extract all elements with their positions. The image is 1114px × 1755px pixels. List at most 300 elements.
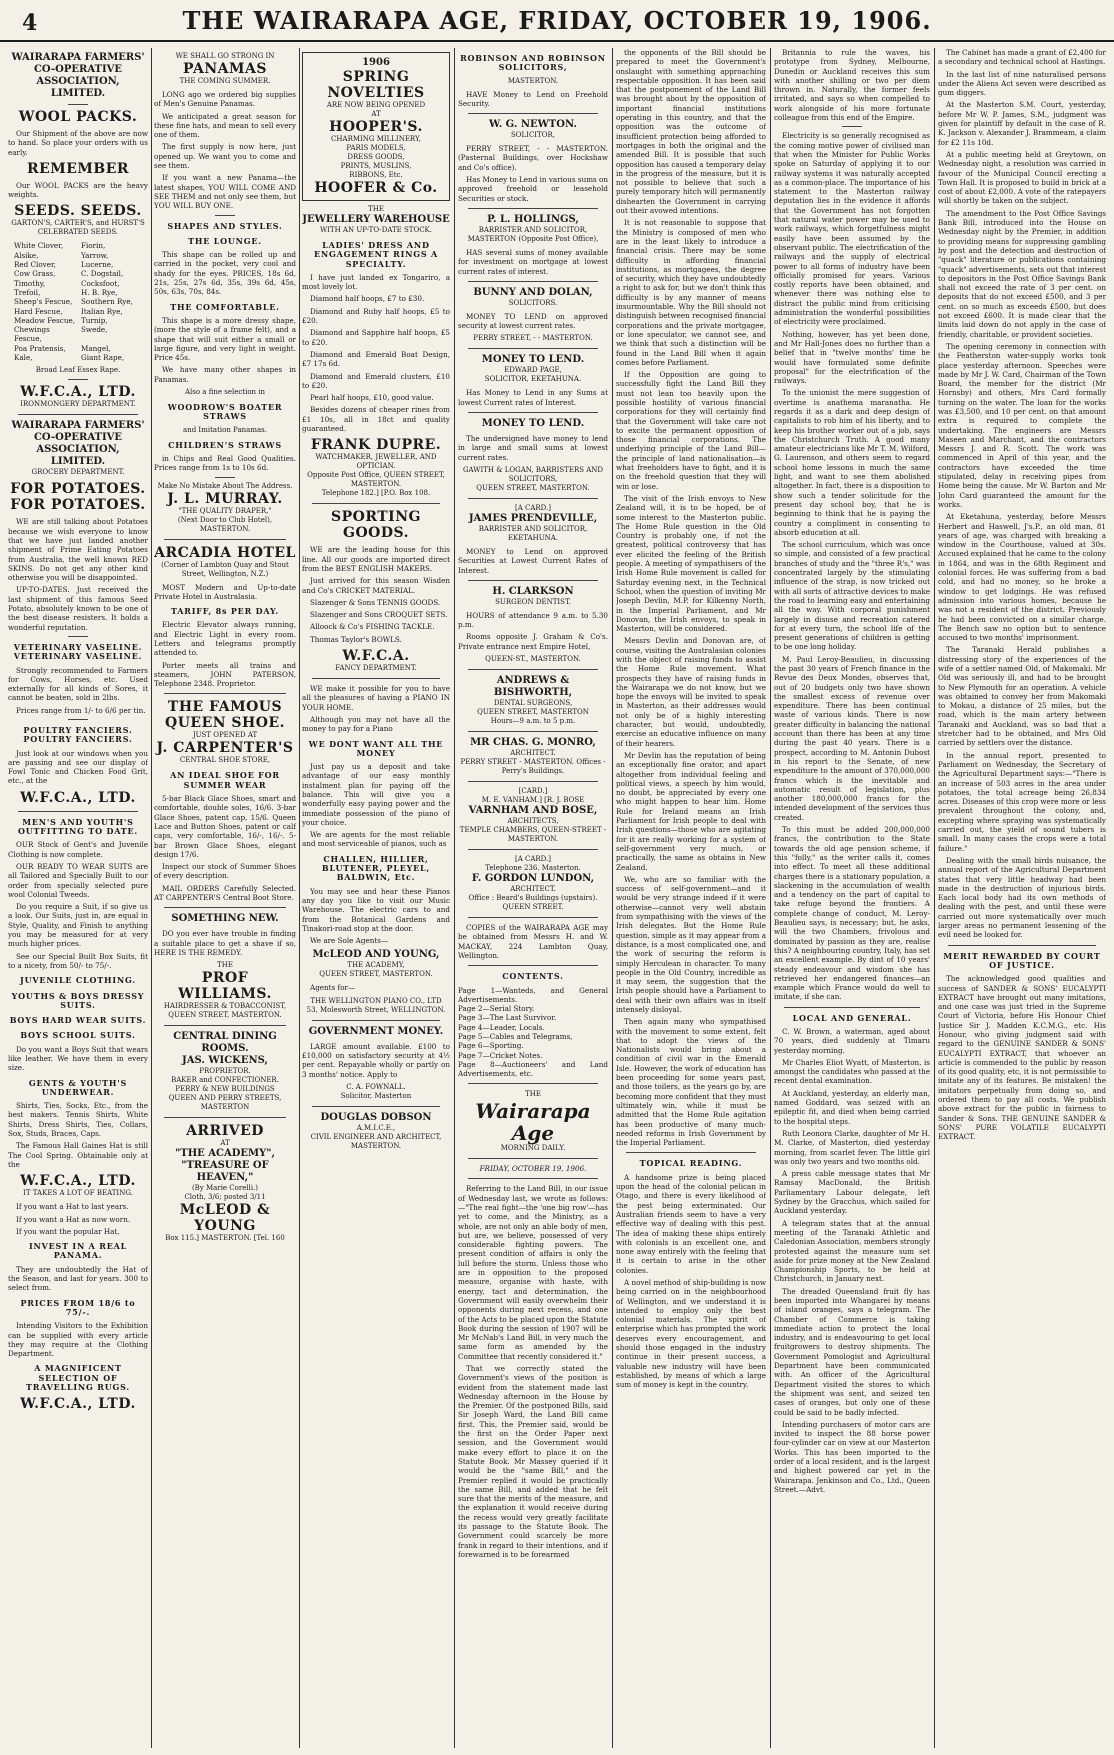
seed-item: Lucerne, <box>81 260 114 270</box>
seed-item: Trefoil, <box>14 287 41 297</box>
card-heading: P. L. HOLLINGS, <box>487 213 579 225</box>
sporting-item: Slazenger & Sons TENNIS GOODS. <box>310 597 441 607</box>
advert-text: I have just landed ex Tongariro, a most lovely lot. <box>302 272 450 292</box>
news-paragraph: Dealing with the small birds nuisance, the annual report of the Agricultural Department states that very little headway had been made in the destruction of injurious birds. Each local body had its own methods of dealing with the pest, and until these were carried out more systematically over much larger areas no permanent lessening of the evil need be looked for. <box>938 855 1106 940</box>
advert-text: Our WOOL PACKS are the heavy weights. <box>8 180 148 200</box>
article-paragraph: A novel method of ship-building is now being carried on in the neighbourhood of Wellington, and we understand it is intended to employ only the best colonial materials. The spirit of enterprise which has prompted the work deserves every encouragement, and should those engaged in the industry continue in their present success, a valuable new industry will have been established, by means of which a large sum of money is kept in the country. <box>616 1278 766 1390</box>
article-paragraph: Then again many who sympathised with the movement to some extent, felt that to adopt the views of the Nationalists would bring about a condition of civil war in the Emerald Isle. However, the work of education has been proceeding for some years past, and those toilers, as the years go by, are becoming more confident that they must ultimately win, while it must be admitted that the Home Rule agitation has been productive of many much-needed reforms in Irish Government by the Imperial Parliament. <box>616 1017 766 1148</box>
advert-subheading: INVEST IN A REAL PANAMA. <box>28 1241 128 1261</box>
ring-item: Diamond and Ruby half hoops, £5 to £20. <box>302 306 450 326</box>
nameplate-the: THE <box>525 1090 541 1099</box>
news-paragraph: Intending purchasers of motor cars are invited to inspect the 88 horse power four-cylinder car on view at our Masterton Works. This has been imported to the order of a local resident, and is the largest and highest powered car yet in the Wairarapa. Jenkinson and Co., Ltd., Queen Street.—Advt. <box>774 1419 930 1494</box>
advert-text: Besides dozens of cheaper rines from £1 10s, all in 18ct and quality guaranteed. <box>302 405 450 434</box>
advert-heading: WOOL PACKS. <box>18 109 138 125</box>
card-text: BARRISTER AND SOLICITOR, <box>478 524 588 533</box>
article-paragraph: It is not reasonable to suppose that the Ministry is composed of men who are in the least likely to introduce a financial crisis. There may be some difficulty in affording financial institutions, as mortgagees, the degree of security, which they have undoubtedly a right to ask for, but we don't think this difficulty is by any manner of means insurmountable. Why the Bill should not distinguish between recognised financial corporations and the private mortgagee, or lone speculator, we cannot see, and we think that such a distinction will be found in the Land Bill when it again comes before Parliament. <box>616 218 766 367</box>
advert-text: QUEEN STREET, MASTERTON. <box>319 970 433 979</box>
advert-text: PERRY & NEW BUILDINGS <box>175 1085 275 1094</box>
advert-heading: "THE ACADEMY", <box>175 1148 275 1160</box>
advert-text: GARTON'S, CARTER'S, and HURST'S CELEBRATED SEEDS. <box>11 219 145 237</box>
column-1 <box>8 48 148 1748</box>
advert-wfca-wool <box>8 52 148 125</box>
seed-item: Chewings Fescue, <box>14 325 50 344</box>
card-heading: MONEY TO LEND. <box>481 418 585 430</box>
column-rule <box>151 48 152 1748</box>
hooper-items <box>303 135 449 180</box>
advert-heading: REMEMBER <box>26 160 130 177</box>
newspaper-title: THE WAIRARAPA AGE, FRIDAY, OCTOBER 19, 1906. <box>182 6 932 35</box>
column-3 <box>302 48 450 1748</box>
card-text: HAS several sums of money available for investment on mortgage at lowest current rates of interest. <box>458 247 608 276</box>
hooper-item: RIBBONS, Etc. <box>349 171 403 179</box>
seed-item: Sheep's Fescue, <box>14 297 73 307</box>
card-text: DENTAL SURGEONS, <box>493 699 573 708</box>
advert-text: Just pay us a deposit and take advantage of our easy monthly instalment plan for paying off the balance. This will give you a wonderfully easy paying power and the immediate possession of the piano of your choice. <box>302 762 450 827</box>
advert-text: C. A. FOWNALL. <box>346 1082 406 1091</box>
seed-item: Italian Rye, <box>81 306 123 316</box>
seed-list <box>8 241 148 362</box>
advert-heading: HOOFER & Co. <box>314 180 438 196</box>
advert-text: We are Sole Agents— <box>310 936 389 946</box>
advert-subheading: BOYS HARD WEAR SUITS. <box>9 1015 147 1026</box>
advert-text: If you want a Hat as now worn. <box>16 1214 131 1224</box>
advert-heading: W.F.C.A., LTD. <box>20 1173 136 1190</box>
advert-heading: PANAMAS <box>183 61 267 77</box>
advert-text: A.M.I.C.E., <box>356 1123 396 1132</box>
contents-item: Page 4—Leader, Locals. <box>458 1022 545 1032</box>
card-text: QUEEN STREET, MASTERTON <box>477 708 589 717</box>
advert-heading: WAIRARAPA FARMERS' CO-OPERATIVE ASSOCIATION, LIMITED. <box>11 420 145 468</box>
advert-text: BAKER and CONFECTIONER. <box>171 1076 279 1085</box>
advert-heading: J. L. MURRAY. <box>167 490 283 507</box>
news-paragraph: The dreaded Queensland fruit fly has been imported into Whangarei by means of island oranges, says a telegram. The Chamber of Commerce is taking immediate action to protect the local industry, and is endeavouring to get local fruitgrowers to destroy shipments. The Government Pomologist and Agricultural Department have been communicated with. An officer of the Agricultural Department visited the stores to which the shipment was sent, and seized ten cases of oranges, but only one of these could be said to be badly infected. <box>774 1286 930 1417</box>
news-paragraph: A press cable message states that Mr Ramsay MacDonald, the British Parliamentary Labour delegate, left Sydney by the Gracchus, which sailed for Auckland yesterday. <box>774 1169 930 1216</box>
seed-item: Southern Rye, <box>81 297 133 307</box>
article-paragraph: We, who are so familiar with the success of self-government—and it would be very strange indeed if it were otherwise—cannot very well abstain from sympathising with the views of the Irish delegates. But the Home Rule question, simple as it may appear from a distance, is a most complicated one, and the work of securing the reform is simply Herculean in character. To many people in the Old Country, incredible as it may seem, the suggestion that the Irish people should have a Parliament to deal with their own affairs was in itself intensely disloyal. <box>616 874 766 1014</box>
advert-text: The first supply is now here, just opened up. We want you to come and see them. <box>154 142 296 171</box>
card-text: Office : Beard's Buildings (upstairs). QUEEN STREET. <box>468 894 598 912</box>
advert-subheading: CHALLEN, HILLIER, BLUTENER, PLEYEL, BALDWIN, Etc. <box>321 853 431 883</box>
card-heading: W. G. NEWTON. <box>489 119 577 131</box>
advert-text: QUEEN STREET, MASTERTON. <box>168 1011 282 1020</box>
advert-text: Box 115.] MASTERTON. [Tel. 160 <box>165 1234 285 1243</box>
advert-text: Broad Leaf Essex Rape. <box>35 366 121 375</box>
column-6 <box>774 48 930 1748</box>
sporting-item: Thomas Taylor's BOWLS. <box>310 634 402 644</box>
advert-text: If you want a Hat to last years. <box>16 1202 129 1212</box>
card-text: COPIES of the WAIRARAPA AGE may be obtained from Messrs H. and W. MACKAY, 224 Lambton Quay, Wellington. <box>458 923 608 960</box>
column-rule <box>612 48 613 1748</box>
news-paragraph: The amendment to the Post Office Savings Bank Bill, introduced into the House on Wednesday night by the Premier, in addition to providing means for suppressing gambling by post and the detection and destruction of "quack" literature or publications containing "quack" advertisements, sets out that interest to depositors in the Post Office Savings Bank shall not exceed the rate of 3 per cent. on deposits that do not exceed £500, and 3 per cent. on so much as exceeds £500, but does not exceed £600. It is made clear that the limits laid down do not apply in the case of friendly, charitable, or provident societies. <box>938 208 1106 339</box>
advert-heading: CENTRAL DINING ROOMS. <box>173 1031 277 1055</box>
contents-item: Page 1—Wanteds, and General Advertisements. <box>458 985 608 1004</box>
card-heading: F. GORDON LUNDON, <box>471 873 595 885</box>
seed-item: White Clover, <box>14 241 64 251</box>
advert-text: HAIRDRESSER & TOBACCONIST, <box>163 1002 287 1011</box>
article-paragraph: That we correctly stated the Government's views of the position is evident from the statement made last Wednesday afternoon in the House by the Premier. Of the postponed Bills, said Sir Joseph Ward, the Land Bill came first. This, the Premier said, would be the first on the Order Paper next session, and the Government would make every effort to place it on the Statute Book. Mr Massey queried if it would be the "same Bill," and the Premier replied it would be practically the same Bill, and added that he felt sure that the merits of the measure, and the explanation it would receive during the recess would very greatly facilitate its passage to the Statute Book. The Government could scarcely be more frank in regard to their intentions, and if forewarned is to be forearmed <box>458 1364 608 1559</box>
advert-text: Intending Visitors to the Exhibition can be supplied with every article they may require at the Clothing Department. <box>8 1321 148 1359</box>
advert-text: 5-bar Black Glace Shoes, smart and comfortable, double soles, 16/6. 3-bar Glace Shoes, patent cap, 15/6. Queen Lace and Button Shoes, patent or calf caps, very comfortable, 16/-, 16/-. 5-bar Brown Glace Shoes, elegant design 17/6. <box>154 794 296 859</box>
advert-text: THE WELLINGTON PIANO CO., LTD <box>310 996 442 1005</box>
advert-subheading: JUVENILE CLOTHING. <box>20 975 136 986</box>
contents-item: Page 2—Serial Story. <box>458 1004 535 1014</box>
seed-item: Yarrow, <box>81 250 109 260</box>
advert-text: (Corner of Lambton Quay and Stout Street, Wellington, N.Z.) <box>161 560 289 578</box>
news-paragraph: Mr Charles Eliot Wyatt, of Masterton, is amongst the candidates who passed at the recent dental examination. <box>774 1057 930 1086</box>
card-text: QUEEN STREET, MASTERTON. <box>476 483 590 492</box>
advert-text: LARGE amount available. £100 to £10,000 on satisfactory security at 4½ per cent. Repayable wholly or partly on 3 months' notice. Apply to <box>302 1041 450 1079</box>
article-paragraph: A handsome prize is being placed upon the head of the colonial pelican in Otago, and there is every likelihood of the pest being exterminated. Our Australian friends seem to have a very effective way of dealing with this pest. The idea of making these ships entirely with colonials is an excellent one, and none away entirely with the feeling that it is certain to arise in the other colonies. <box>616 1172 766 1275</box>
advert-text: THE <box>217 961 233 970</box>
editorial-notes <box>774 131 930 1001</box>
card-text: [CARD.] <box>518 787 548 796</box>
advert-subheading: A MAGNIFICENT SELECTION OF TRAVELLING RUGS. <box>26 1363 130 1393</box>
card-text: HOURS of attendance 9 a.m. to 5.30 p.m. <box>458 610 608 630</box>
advert-heading: "TREASURE OF HEAVEN," <box>181 1160 269 1184</box>
advert-heading: 1906 <box>362 57 390 68</box>
advert-subheading: VETERINARY VASELINE. VETERINARY VASELINE. <box>13 641 143 662</box>
article-paragraph: If the Opposition are going to successfully fight the Land Bill they must not lean too heavily upon the possible hostility of various financial corporations for they will certainly find that the Government will take care not to excite the permanent opposition of those financial corporations. The underlying principle of the Land Bill—the principle of land nationalisation—is what freeholders have to fight, and it is on the freehold question that they will win or lose. <box>616 370 766 491</box>
card-text: PERRY STREET - MASTERTON. Offices - Perry's Buildings. <box>460 758 606 776</box>
advert-text: If you want the popular Hat, <box>16 1226 120 1236</box>
advert-text: If you want a new Panama—the latest shapes, YOU WILL COME AND SEE THEM and not only see them, but YOU WILL BUY ONE. <box>154 173 296 211</box>
card-heading: ANDREWS & BISHWORTH, <box>493 675 573 699</box>
seed-item: Cow Grass, <box>14 269 56 279</box>
card-heading: MONEY TO LEND. <box>481 354 585 366</box>
seed-item: Mangel, <box>81 343 111 353</box>
advert-text: Make No Mistake About The Address. <box>157 481 293 490</box>
card-text: EDWARD PAGE, <box>504 366 562 375</box>
nameplate-subtitle: MORNING DAILY. <box>500 1143 566 1152</box>
advert-text: GROCERY DEPARTMENT. <box>31 468 125 477</box>
advert-subheading: CHILDREN'S STRAWS <box>168 439 282 450</box>
news-paragraph: At Auckland, yesterday, an elderly man, named Goddard, was seized with an epileptic fit, and died when being carried to the hospital steps. <box>774 1088 930 1126</box>
advert-text: MASTERTON. <box>350 1141 402 1150</box>
card-text: PERRY STREET, - - MASTERTON. <box>473 334 593 343</box>
card-text: QUEEN-ST., MASTERTON. <box>485 655 581 664</box>
advert-text: AT <box>220 1139 230 1148</box>
hooper-item: DRESS GOODS, <box>347 153 405 161</box>
article-paragraph: Nothing, however, has yet been done, and Mr Hall-Jones does no further than a belief that in "twelve months' time he would have formulated some definite proposal" for the electrification of the railways. <box>774 329 930 386</box>
card-text: M. E. VANHAM.] [R. J. BOSE <box>481 796 585 805</box>
seed-item: Swede, <box>81 325 108 335</box>
card-text: [A CARD.] <box>514 503 551 512</box>
advert-text: Solicitor, Masterton <box>340 1091 412 1100</box>
advert-heading: PROF WILLIAMS. <box>178 970 272 1003</box>
local-and-general <box>774 1027 930 1494</box>
article-paragraph: The visit of the Irish envoys to New Zealand will, it is to be hoped, be of some interest to the Masterton public. The Home Rule question in the Old Country is probably one, if not the greatest, political controversy that has ever elicited the feeling of the British people. A meeting of sympathisers of the Irish Home Rule movement is called for Saturday evening next, in the Technical School, when the question of inviting Mr Joseph Devlin, M.P. for Kilkenny North, in the Imperial Parliament, and Mr Donovan, the Irish envoys, to speak in Masterton, will be considered. <box>616 493 766 634</box>
contents-item: Page 3—The Last Survivor. <box>458 1013 557 1023</box>
article-paragraph: Mr Devlin has the reputation of being an exceptionally fine orator, and apart altogether from individual feeling and political views, a speech by him would, no doubt, be appreciated by every one who might happen to hear him. Home Rule for Ireland means an Irish Parliament for Irish people to deal with Irish questions—those who are agitating for it are really working for a system of self-government very much, or practically, the same as obtains in New Zealand. <box>616 750 766 872</box>
advert-text: WATCHMAKER, JEWELLER, AND OPTICIAN. <box>315 453 437 471</box>
card-text: MASTERTON. <box>507 76 559 85</box>
advert-heading: SOMETHING NEW. <box>171 913 279 925</box>
advert-text: Cloth, 3/6; posted 3/11 <box>184 1193 266 1202</box>
news-paragraph: In the annual report, presented to Parliament on Wednesday, the Secretary of the Agricultural Department says:—"There is an increase of 503 acres in the area under potatoes, the total acreage being 26,834 acres. Diseases of this crop were more or less prevalent throughout the colony, and, excepting where spraying was systematically carried out, the yield of sound tubers is small. In many cases the crops were a total failure." <box>938 750 1106 853</box>
column-rule <box>454 48 455 1748</box>
card-text: PERRY STREET, - - MASTERTON. (Pasternal Buildings, over Hockshaw and Co's office). <box>458 144 608 172</box>
advert-text: "THE QUALITY DRAPER," <box>178 506 272 515</box>
advert-subheading: WOODROW'S BOATER STRAWS <box>167 402 283 422</box>
seed-item: Alsike, <box>14 250 39 260</box>
advert-heading: JAS. WICKENS, <box>182 1055 268 1067</box>
contents-heading: CONTENTS. <box>502 971 564 982</box>
article-paragraph: To the unionist the mere suggestion of overtime is anathema maranatha. He regards it as a dark and deep design of capitalists to rob him of his liberty, and to keep his brother worker out of a job, says the Christchurch Truth. A good many amateur electricians like Mr T. M. Wilford, G. Laurenson, and others seem to regard school home lessons in much the same light, and want to see them abolished altogether. In fact, there is a disposition to show such a tender solicitude for the present day school boy, that he is beginning to think that he is paying the country a compliment in consenting to absorb education at all. <box>774 388 930 537</box>
nameplate-title: Wairarapa Age <box>475 1098 591 1145</box>
advert-text: THE <box>368 205 384 213</box>
section-heading: LOCAL AND GENERAL. <box>792 1012 912 1023</box>
advert-text: The acknowledged good qualities and success of SANDER & SONS' EUCALYPTI EXTRACT have brought out many imitations, and one case was just tried in the Supreme Court of Victoria, before His Honour Chief Justice Sir J. Madden K.C.M.G., etc. His Honour, who giving judgment said with regard to the GENUINE SANDER & SONS' EUCALYPTI EXTRACT, that whoever an article is commended to the public by reason of its good quality, etc, it is not permissible to imitate any of its features. Be mistaken! the imitators perpetually from doing so, and ordered them to pay all costs. We publish above extract for the public in fairness to Sander & Sons. THE GENUINE SANDER & SONS' PURE VOLATILE EUCALYPTI EXTRACT. <box>938 974 1106 1142</box>
advert-text: We are agents for the most reliable and most serviceable of pianos, such as <box>302 830 450 849</box>
advert-subheading: LADIES' DRESS AND ENGAGEMENT RINGS A SPECIALTY. <box>313 240 439 269</box>
advert-subheading: POULTRY FANCIERS. POULTRY FANCIERS. <box>23 724 133 745</box>
advert-text: Agents for— <box>310 983 356 993</box>
advert-subheading: TARIFF, 8s PER DAY. <box>170 606 280 617</box>
advert-heading: SPORTING GOODS. <box>331 509 421 542</box>
advert-text: You may see and hear these Pianos any day you like to visit our Music Warehouse. The electric cars to and from the Botanical Gardens and Tinakori-road stop at the door. <box>302 886 450 933</box>
news-items <box>938 48 1106 940</box>
column-4 <box>458 48 608 1748</box>
advert-text: WE are the leading house for this line. All our goods are imported direct from the BEST ENGLISH MAKERS. <box>302 545 450 573</box>
news-paragraph: The opening ceremony in connection with the Featherston water-supply works took place yesterday afternoon. Speeches were made by Mr J. W. Card, Chairman of the Town Board, the member for the district (Mr Hornsby) and others, Mrs Card formally turning on the water. The loan for the works was £3,500, and 10 per cent. on that amount extra is required to complete the undertaking. The engineers are Messrs Maseen and Marchant, and the contractors Messrs J. and R. Scott. The work was commenced in April of this year, and the contractors have exceeded the time stipulated, delay in receiving pipes from Home being the cause. Mr W. Barton and Mr John Card guaranteed the amount for the works. <box>938 341 1106 509</box>
ring-item: Diamond and Emerald Boat Design, £7 17s 6d. <box>302 349 450 369</box>
seed-item: Fiorin, <box>81 241 106 251</box>
card-text: ARCHITECTS, <box>507 817 559 826</box>
advert-heading: THE FAMOUS QUEEN SHOE. <box>165 699 285 732</box>
ring-item: Diamond half hoops, £7 to £30. <box>310 294 425 304</box>
card-text: HAVE Money to Lend on Freehold Security. <box>458 89 608 108</box>
seed-item: Poa Pratensis, <box>14 343 66 353</box>
advert-text: WE are still talking about Potatoes because we wish everyone to know that we have just landed another shipment of Prime Eating Potatoes from Australia, the well known RED SKINS. Do not get any other kind otherwise you will be disappointed. <box>8 517 148 583</box>
advert-heading: McLEOD & YOUNG <box>179 1202 271 1235</box>
advert-subheading: AN IDEAL SHOE FOR SUMMER WEAR <box>170 770 280 790</box>
news-paragraph: At a public meeting held at Greytown, on Wednesday night, a resolution was carried in favour of the Municipal Council erecting a Town Hall. It is proposed to build in brick at a cost of about £2,000. A vote of the ratepayers will shortly be taken on the subject. <box>938 149 1106 206</box>
contents-list <box>458 986 608 1079</box>
news-paragraph: A telegram states that at the annual meeting of the Taranaki Athletic and Caledonian Association, members strongly protested against the measure sum set aside for prize money at the New Zealand Championship Sports, to be held at Christchurch, in January next. <box>774 1218 930 1284</box>
page-number: 4 <box>22 10 38 36</box>
advert-text: We have many other shapes in Panamas. <box>154 365 296 384</box>
advert-text: WE SHALL GO STRONG IN <box>175 52 275 60</box>
leader-continued <box>616 48 766 1147</box>
advert-subheading: THE COMFORTABLE. <box>170 301 280 312</box>
article-paragraph: Electricity is so generally recognised as the coming motive power of civilised man that when the Minister for Public Works spoke on Saturday of applying it to our railway systems it was naturally accepted as a common-place. The importance of his statement to the Masterton railway deputation lies in the evidence it affords that the Government has not forgotten that natural water power may be used to work railways, which forgetfulness might easily have been assumed by the observant public. The electrification of the railways and the supply of electrical power to all forms of industry have been officially promised for years. Various costly reports have been obtained, and whenever there was nothing else to distract the public mind from criticising administration the wonderful possibilities of electricity were proclaimed. <box>774 131 930 327</box>
advert-heading: SPRING <box>342 69 410 85</box>
card-text: MONEY TO LEND on approved security at lowest current rates. <box>458 311 608 331</box>
card-text: GAWITH & LOGAN, BARRISTERS AND SOLICITORS, <box>462 465 604 483</box>
advert-text: IT TAKES A LOT OF BEATING. <box>23 1189 133 1198</box>
article-paragraph: The school curriculum, which was once so simple, and consisted of a few practical branches of study and the "three R's," was concentrated largely by the stimulating influence of the strap, is now tricked out with all sorts of attractive devices to make the road to learning easy and entertaining all the way. With corporal punishment largely in disuse and recreation catered for at every turn, the school life of the present generations of children is getting to be one long holiday. <box>774 540 930 652</box>
article-paragraph: Referring to the Land Bill, in our issue of Wednesday last, we wrote as follows:—"The real fight—the 'one big row'—has yet to come, and the Ministry, as a whole, are not only an able body of men, but are, we believe, possessed of very considerable fighting powers. The present condition of affairs is only the lull before the storm. Unless those who are in opposition to the proposed measure, organise with haste, with energy, tact and determination, the Government will easily overwhelm their opponents during next recess, and one of the Acts to be placed upon the Statute Book during the session of 1907 will be Mr McNab's Land Bill, in very much the same form as amended by the Committee that recently considered it." <box>458 1184 608 1361</box>
advert-subheading: YOUTHS & BOYS DRESSY SUITS. <box>11 990 145 1010</box>
article-paragraph: Britannia to rule the waves, his prototype from Sydney, Melbourne, Dunedin or Auckland receives this sum with another shilling or two per diem thrown in. Naturally, the former feels irritated, and says so when compelled to work alongside of his more fortunate colleague from this end of the Empire. <box>774 48 930 123</box>
card-text: ARCHITECT. <box>510 885 556 894</box>
advert-subheading: WE DONT WANT ALL THE MONEY <box>308 738 444 758</box>
seed-item: Red Clover, <box>14 260 56 270</box>
section-heading: TOPICAL READING. <box>639 1158 743 1169</box>
contents-item: Page 5—Cables and Telegrams, <box>458 1031 573 1041</box>
advert-text: See our Special Built Box Suits, fit to a nicety, from 50/- to 75/-. <box>8 951 148 970</box>
advert-heading: FRANK DUPRE. <box>310 437 442 454</box>
seed-item: Turnip, <box>81 315 108 325</box>
advert-text: Inspect our stock of Summer Shoes of every description. <box>154 862 296 881</box>
advert-text: PROPRIETOR. <box>199 1067 251 1076</box>
card-text: [A CARD.] <box>514 855 551 864</box>
advert-text: Do you require a Suit, if so give us a look. Our Suits, just in, are equal in Style, Quality, and Finish to anything you may be measured for at very much higher prices. <box>8 902 148 949</box>
advert-heading: McLEOD AND YOUNG, <box>312 949 440 961</box>
advert-heading: SEEDS. SEEDS. <box>14 203 142 220</box>
column-2 <box>154 48 296 1748</box>
card-heading: BUNNY AND DOLAN, <box>473 286 593 298</box>
card-text: SURGEON DENTIST. <box>495 597 571 606</box>
sporting-item: Alloock & Co's FISHING TACKLE. <box>310 622 435 632</box>
article-paragraph: To this must be added 200,000,000 francs, the contribution to the State towards the old age pension scheme, if this "folly," as the writer calls it, comes into effect. To meet all these additional charges there is a stationary population, a slackening in the accumulation of wealth and a tendency on the part of capital to take refuge beyond the frontiers. A complete change of conduct, M. Leroy-Beaulieu says, is necessary; but, he asks, will the two Chambers, frivolous and dominated by passion as they are, realise this? A neighbouring country, Italy, has set an excellent example. By dint of 10 years' steady endeavour and wisdom she has retrieved her endangered finances—an example which France would do well to imitate, if she can. <box>774 825 930 1002</box>
advert-heading: W.F.C.A., LTD. <box>20 384 136 401</box>
advert-subheading: MERIT REWARDED BY COURT OF JUSTICE. <box>943 950 1101 970</box>
card-text: Telephone 236. Masterton. <box>485 864 581 873</box>
advert-text: UP-TO-DATES. Just received the last shipment of this famous Seed Potato, absolutely known to be one of the best disease resisters. It holds a wonderful reputation. <box>8 585 148 632</box>
hat-lines <box>8 1202 148 1236</box>
advert-heading: ARRIVED <box>186 1123 264 1140</box>
advert-text: Our Shipment of the above are now to hand. So place your orders with us early. <box>8 129 148 157</box>
hooper-item: CHARMING MILLINERY, <box>331 135 421 143</box>
advert-text: LONG ago we ordered big supplies of Men's Genuine Panamas. <box>154 90 296 109</box>
advert-text: We anticipated a great season for these fine hats, and mean to sell every one of them. <box>154 111 296 140</box>
advert-text: Do you want a Boys Suit that wears like leather. We have them in every size. <box>8 1044 148 1073</box>
advert-text: They are undoubtedly the Hat of the Season, and last for years. 300 to select from. <box>8 1264 148 1293</box>
card-text: Has Money to Lend in various sums on approved freehold or leasehold Securities or stock. <box>458 175 608 203</box>
advert-text: This shape can be rolled up and carried in the pocket, very cool and shady for the eyes. PRICES, 18s 6d, 21s, 25s, 27s 6d, 35s, 39s 6d, 45s, 50s, 63s, 70s, 84s. <box>154 250 296 297</box>
advert-text: Shirts, Ties, Socks, Etc., from the best makers. Tennis Shirts, White Shirts, Dress Shirts, Ties, Collars, Sox, Studs, Braces, Caps. <box>8 1101 148 1139</box>
advert-text: MASTERTON <box>200 1103 250 1112</box>
card-heading: H. CLARKSON <box>492 585 574 597</box>
advert-subheading: MEN'S AND YOUTH'S OUTFITTING TO DATE. <box>17 816 139 837</box>
advert-text: ARE NOW BEING OPENED <box>326 101 426 109</box>
card-text: SOLICITOR, <box>511 131 555 140</box>
advert-text: MOST Modern and Up-to-date Private Hotel in Australasia. <box>154 582 296 601</box>
advert-text: CIVIL ENGINEER AND ARCHITECT, <box>310 1132 442 1141</box>
advert-text: THE COMING SUMMER. <box>179 77 271 85</box>
advert-heading: NOVELTIES <box>327 85 425 101</box>
advert-text: MAIL ORDERS Carefully Selected. AT CARPENTER'S Central Boot Store. <box>154 883 296 903</box>
ring-item: Diamond and Sapphire half hoops, £5 to £20. <box>302 328 450 347</box>
seed-item: Kale, <box>14 353 33 363</box>
advert-text: Electric Elevator always running, and Electric Light in every room. Letters and telegrams promptly attended to. <box>154 620 296 658</box>
advert-text: QUEEN AND PERRY STREETS, <box>168 1094 282 1103</box>
seed-item: Timothy, <box>14 278 46 288</box>
advert-text: Just look at our windows when you are passing and see our display of Fowl Tonic and Chicken Food Grit, etc., at the <box>8 748 148 786</box>
contents-item: Page 8—Auctioneers' and Land Advertisements, etc. <box>458 1059 608 1079</box>
column-rule <box>934 48 935 1748</box>
column-rule <box>770 48 771 1748</box>
card-text: BARRISTER AND SOLICITOR, <box>478 225 588 234</box>
advert-heading: GOVERNMENT MONEY. <box>308 1025 444 1037</box>
advert-text: THE ACADEMY, <box>347 961 405 970</box>
advert-text: WITH AN UP-TO-DATE STOCK. <box>319 226 433 234</box>
card-text: MASTERTON (Opposite Post Office), <box>467 234 599 243</box>
article-paragraph: the opponents of the Bill should be prepared to meet the Government's onslaught with something approaching respectable opposition. It has been said that the postponement of the Land Bill was brought about by the opposition of important financial institutions operating in this country, and that the opposition was the outcome of insufficient protection being afforded to mortgages in both the original and the amended Bill. It is possible that such opposition has caused a temporary delay in the progress of the measure, but it is not possible to believe that such a purely temporary hitch will permanently dishearten the Government in carrying out their avowed intentions. <box>616 48 766 216</box>
advert-text: CENTRAL SHOE STORE, <box>179 756 271 765</box>
card-heading: VARNHAM AND BOSE, <box>468 805 598 817</box>
card-text: The undersigned have money to lend in large and small sums at lowest current rates. <box>458 434 608 462</box>
sporting-item: Slazenger and Sons CROQUET SETS. <box>310 610 448 620</box>
advert-heading: J. CARPENTER'S <box>156 740 294 757</box>
advert-text: (By Marie Corelli.) <box>191 1184 259 1193</box>
seed-item: H. B. Rye, <box>81 287 118 297</box>
hooper-item: PARIS MODELS, <box>346 144 406 152</box>
advert-subheading: THE LOUNGE. <box>188 235 262 246</box>
news-paragraph: The Taranaki Herald publishes a distressing story of the experiences of the wife of a settler named Old, of Makomaki. Mr Old was seriously ill, and had to be brought to New Plymouth for an operation. A vehicle was obtained to convey her from Makomaki to Mokau, a distance of 25 miles, but the road, which is the main artery between Taranaki and Auckland, was so bad that a stretcher had to be obtained, and Mrs Old carried by settlers over the distance. <box>938 645 1106 748</box>
advert-text: 53, Molesworth Street, WELLINGTON. <box>306 1005 446 1014</box>
advert-heading: HOOPER'S. <box>329 119 423 135</box>
leader-article <box>458 1184 608 1559</box>
advert-heading: W.F.C.A. <box>342 648 410 665</box>
masthead <box>0 0 1114 42</box>
news-paragraph: At the Masterton S.M. Court, yesterday, before Mr W. P. James, S.M., judgment was given for plaintiff by default in the case of R. K. Jackson v. Alexander J. Brammeam, a claim for £2 11s 10d. <box>938 100 1106 147</box>
advert-heading: FOR POTATOES. <box>10 481 146 498</box>
card-heading: ROBINSON AND ROBINSON SOLICITORS, <box>460 53 606 73</box>
nameplate <box>458 1090 608 1153</box>
card-text: MONEY to Lend on approved Securities at Lowest Current Rates of Interest. <box>458 546 608 575</box>
column-rule <box>299 48 300 1748</box>
news-paragraph: At Eketahuna, yesterday, before Messrs Herbert and Haswell, J's.P., an old man, 81 years of age, was charged with breaking a window in the Courthouse, valued at 30s. Accused explained that he came to the colony in 1864, and was in the 68th Regiment and colonial forces. He was suffering from a bad cold, and had no money, so he broke a window to get lodgings. He was refused admission into various homes, because he was not a resident of the district. Previously he had been convicted on a similar charge. The Bench saw no option but to sentence accused to two months' imprisonment. <box>938 512 1106 643</box>
card-text: Has Money to Lend in any Sums at lowest Current rates of Interest. <box>458 388 608 407</box>
advert-text: WE make it possible for you to have all the pleasures of having a PIANO IN YOUR HOME. <box>302 684 450 712</box>
advert-heading: WAIRARAPA FARMERS' CO-OPERATIVE ASSOCIATION, LIMITED. <box>11 52 145 99</box>
advert-heading: W.F.C.A., LTD. <box>20 1396 136 1413</box>
advert-text: OUR READY TO WEAR SUITS are all Tailored and Specially Built to our order from specially selected pure wool Colonial Tweeds. <box>8 861 148 899</box>
seed-item: Meadow Fescue, <box>14 315 75 325</box>
advert-subheading: GENTS & YOUTH'S UNDERWEAR. <box>28 1077 128 1097</box>
advert-text: Just arrived for this season Wisden and Co's CRICKET MATERIAL. <box>302 576 450 595</box>
advert-text: JUST OPENED AT <box>192 731 258 740</box>
advert-text: and Imitation Panamas. <box>183 425 267 434</box>
seed-item: C. Dogstail, <box>81 269 124 279</box>
seed-item: Giant Rape, <box>81 353 125 363</box>
advert-text: Porter meets all trains and steamers, JOHN PATERSON, Telephone 2348. Proprietor. <box>154 660 296 689</box>
advert-text: The Famous Hall Gaines Hat is still The Cool Spring. Obtainable only at the <box>8 1141 148 1169</box>
card-text: EKETAHUNA. <box>507 533 559 542</box>
news-paragraph: Ruth Leonora Clarke, daughter of Mr H. M. Clarke, of Masterton, died yesterday morning, from scarlet fever. The little girl was only two years and two months old. <box>774 1128 930 1166</box>
advert-text: IRONMONGERY DEPARTMENT. <box>20 400 136 409</box>
news-paragraph: In the last list of nine naturalised persons under the Aliens Act seven were described as gum diggers. <box>938 69 1106 98</box>
advert-text: (Next Door to Club Hotel), MASTERTON. <box>177 515 273 533</box>
contents-item: Page 7—Cricket Notes. <box>458 1050 543 1060</box>
ring-list <box>302 294 450 402</box>
card-text: ARCHITECT. <box>510 749 556 758</box>
card-heading: MR CHAS. G. MONRO, <box>470 737 596 749</box>
advert-text: Although you may not have all the money to pay for a Piano <box>302 714 450 734</box>
news-paragraph: The Cabinet has made a grant of £2,400 for a secondary and technical school at Hastings. <box>938 48 1106 67</box>
advert-text: Prices range from 1/- to 6/6 per tin. <box>16 705 146 715</box>
advert-text: Strongly recommended to Farmers for Cows, Horses, etc. Used externally for all kinds of Sores, it cannot be beaten, sold in 2lbs. <box>8 665 148 703</box>
seed-item: Cocksfoot, <box>81 278 120 288</box>
advert-text: OUR Stock of Gent's and Juvenile Clothing is now complete. <box>8 840 148 859</box>
advert-heading: ARCADIA HOTEL <box>154 544 296 561</box>
topical-reading <box>616 1173 766 1390</box>
advert-text: in Chips and Real Good Qualities. Prices range from 1s to 10s 6d. <box>154 453 296 473</box>
advert-text: DO you ever have trouble in finding a suitable place to get a shave if so, HERE IS THE REMEDY. <box>154 929 296 957</box>
ring-item: Pearl half hoops, £10, good value. <box>310 393 434 403</box>
advert-text: Telephone 182.] [P.O. Box 108. <box>321 489 431 498</box>
card-text: SOLICITOR, EKETAHUNA. <box>484 375 582 384</box>
card-text: Hours—9 a.m. to 5 p.m. <box>490 717 576 726</box>
advert-text: Opposite Post Office, QUEEN STREET, MASTERTON. <box>307 471 445 489</box>
column-5 <box>616 48 766 1748</box>
card-heading: JAMES PRENDEVILLE, <box>468 512 598 524</box>
card-text: Rooms opposite J. Graham & Co's. Private entrance next Empire Hotel, <box>458 632 608 651</box>
advert-text: AT <box>371 110 381 118</box>
advert-heading: JEWELLERY WAREHOUSE <box>302 214 450 225</box>
